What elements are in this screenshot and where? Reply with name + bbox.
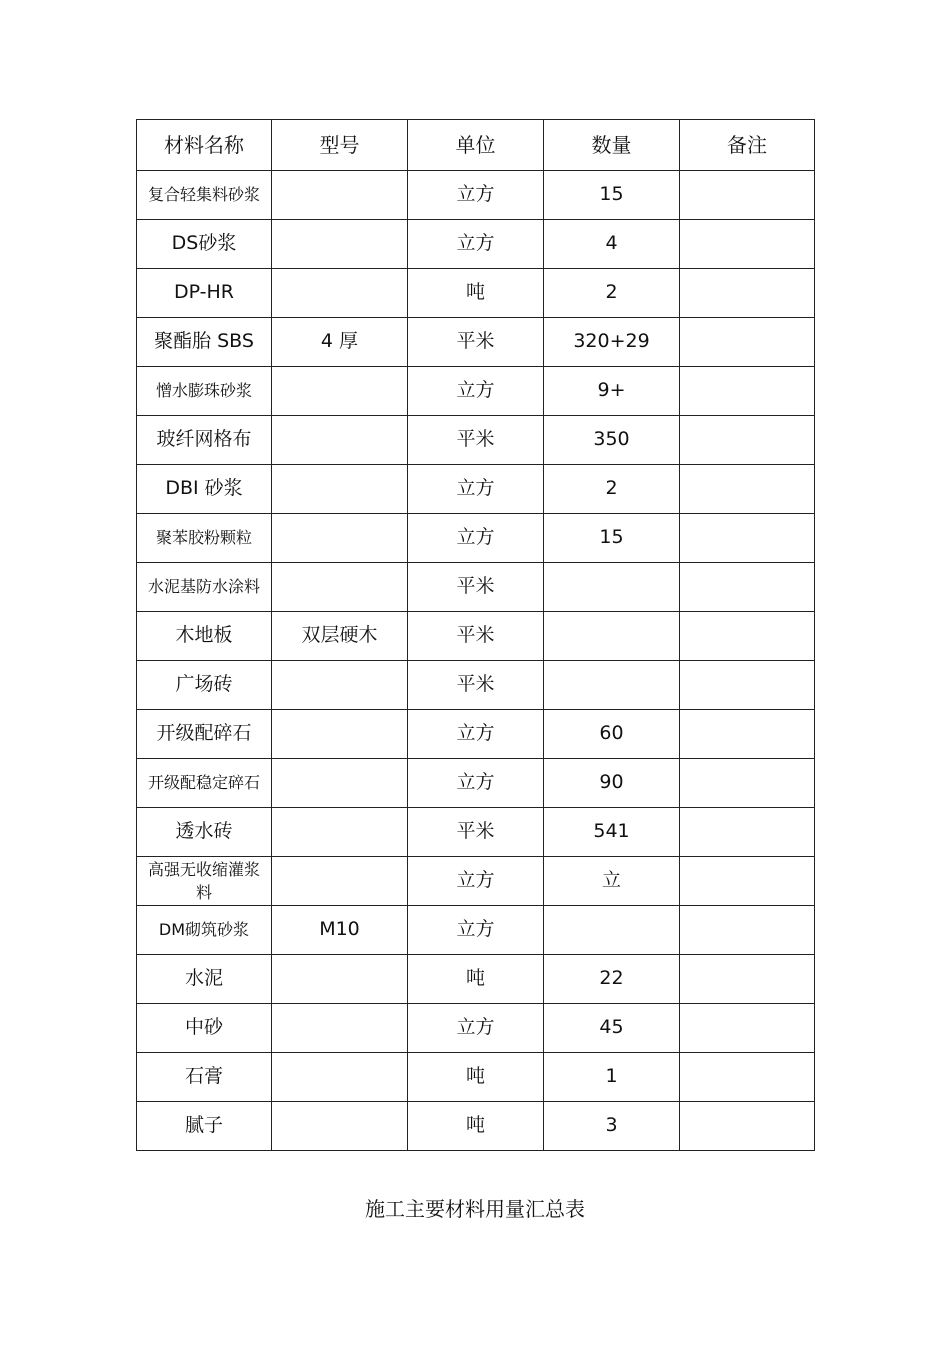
- cell-model: [272, 269, 408, 318]
- cell-material-name: 广场砖: [137, 661, 272, 710]
- cell-remark: [680, 220, 815, 269]
- cell-material-name: 开级配稳定碎石: [137, 759, 272, 808]
- table-row: [137, 269, 815, 318]
- table-row: [137, 955, 815, 1004]
- cell-remark: [680, 661, 815, 710]
- cell-material-name: 复合轻集料砂浆: [137, 171, 272, 220]
- cell-quantity: 9+: [544, 367, 680, 416]
- cell-material-name: DM砌筑砂浆: [137, 906, 272, 955]
- table-row: [137, 171, 815, 220]
- cell-quantity: 90: [544, 759, 680, 808]
- cell-unit: 立方: [408, 367, 544, 416]
- table-row: [137, 220, 815, 269]
- cell-model: [272, 955, 408, 1004]
- cell-material-name: 水泥: [137, 955, 272, 1004]
- cell-unit: 立方: [408, 171, 544, 220]
- cell-material-name: 憎水膨珠砂浆: [137, 367, 272, 416]
- cell-material-name: 腻子: [137, 1102, 272, 1151]
- cell-quantity: [544, 612, 680, 661]
- table-row: [137, 857, 815, 906]
- cell-remark: [680, 1053, 815, 1102]
- cell-quantity: [544, 906, 680, 955]
- table-row: [137, 514, 815, 563]
- cell-quantity: 45: [544, 1004, 680, 1053]
- cell-remark: [680, 514, 815, 563]
- cell-remark: [680, 710, 815, 759]
- cell-remark: [680, 269, 815, 318]
- table-caption: 施工主要材料用量汇总表: [365, 1197, 585, 1221]
- cell-quantity: 320+29: [544, 318, 680, 367]
- header-row: [137, 120, 815, 171]
- cell-quantity: 2: [544, 465, 680, 514]
- cell-model: M10: [272, 906, 408, 955]
- cell-remark: [680, 367, 815, 416]
- cell-material-name: 透水砖: [137, 808, 272, 857]
- cell-material-name: 水泥基防水涂料: [137, 563, 272, 612]
- table-row: [137, 1004, 815, 1053]
- header-remark: 备注: [680, 120, 815, 171]
- cell-model: [272, 563, 408, 612]
- cell-unit: 平米: [408, 661, 544, 710]
- table-row: [137, 661, 815, 710]
- cell-material-name: 木地板: [137, 612, 272, 661]
- cell-model: [272, 710, 408, 759]
- cell-model: [272, 808, 408, 857]
- cell-quantity: 4: [544, 220, 680, 269]
- cell-material-name: DP-HR: [137, 269, 272, 318]
- cell-remark: [680, 759, 815, 808]
- cell-unit: 吨: [408, 955, 544, 1004]
- table-row: [137, 808, 815, 857]
- cell-model: [272, 465, 408, 514]
- cell-model: [272, 759, 408, 808]
- cell-quantity: 15: [544, 514, 680, 563]
- cell-quantity: [544, 661, 680, 710]
- cell-model: [272, 1102, 408, 1151]
- cell-quantity: 541: [544, 808, 680, 857]
- table-row: [137, 1053, 815, 1102]
- cell-remark: [680, 465, 815, 514]
- cell-material-name: DS砂浆: [137, 220, 272, 269]
- cell-model: [272, 857, 408, 906]
- cell-quantity: 22: [544, 955, 680, 1004]
- table-row: [137, 465, 815, 514]
- table-row: [137, 1102, 815, 1151]
- cell-unit: 平米: [408, 808, 544, 857]
- cell-remark: [680, 955, 815, 1004]
- cell-model: [272, 416, 408, 465]
- table-row: [137, 759, 815, 808]
- cell-unit: 吨: [408, 269, 544, 318]
- cell-model: [272, 514, 408, 563]
- table-row: [137, 563, 815, 612]
- table-header: [137, 120, 815, 171]
- cell-remark: [680, 612, 815, 661]
- cell-model: 双层硬木: [272, 612, 408, 661]
- cell-unit: 立方: [408, 220, 544, 269]
- cell-unit: 立方: [408, 710, 544, 759]
- cell-material-name: 中砂: [137, 1004, 272, 1053]
- cell-model: [272, 171, 408, 220]
- cell-material-name: 聚酯胎 SBS: [137, 318, 272, 367]
- cell-unit: 立方: [408, 857, 544, 906]
- cell-quantity: 3: [544, 1102, 680, 1151]
- cell-unit: 吨: [408, 1053, 544, 1102]
- header-material-name: 材料名称: [137, 120, 272, 171]
- cell-remark: [680, 171, 815, 220]
- table-row: [137, 367, 815, 416]
- cell-material-name: 高强无收缩灌浆料: [137, 857, 272, 906]
- cell-material-name: DBI 砂浆: [137, 465, 272, 514]
- cell-model: [272, 220, 408, 269]
- cell-remark: [680, 563, 815, 612]
- cell-unit: 立方: [408, 465, 544, 514]
- cell-remark: [680, 906, 815, 955]
- table-row: [137, 906, 815, 955]
- cell-quantity: 立: [544, 857, 680, 906]
- table-row: [137, 612, 815, 661]
- cell-unit: 平米: [408, 612, 544, 661]
- cell-quantity: 60: [544, 710, 680, 759]
- cell-unit: 平米: [408, 416, 544, 465]
- cell-material-name: 聚苯胶粉颗粒: [137, 514, 272, 563]
- cell-quantity: 350: [544, 416, 680, 465]
- cell-remark: [680, 1004, 815, 1053]
- cell-unit: 立方: [408, 759, 544, 808]
- cell-material-name: 开级配碎石: [137, 710, 272, 759]
- table-row: [137, 710, 815, 759]
- header-model: 型号: [272, 120, 408, 171]
- cell-model: [272, 1004, 408, 1053]
- cell-unit: 平米: [408, 563, 544, 612]
- cell-unit: 吨: [408, 1102, 544, 1151]
- cell-unit: 平米: [408, 318, 544, 367]
- cell-model: [272, 661, 408, 710]
- cell-unit: 立方: [408, 514, 544, 563]
- materials-table: [136, 119, 815, 1151]
- cell-remark: [680, 857, 815, 906]
- cell-quantity: [544, 563, 680, 612]
- table-body: [137, 171, 815, 1151]
- header-unit: 单位: [408, 120, 544, 171]
- cell-remark: [680, 1102, 815, 1151]
- cell-model: 4 厚: [272, 318, 408, 367]
- cell-quantity: 15: [544, 171, 680, 220]
- cell-quantity: 2: [544, 269, 680, 318]
- cell-material-name: 石膏: [137, 1053, 272, 1102]
- table-row: [137, 318, 815, 367]
- cell-remark: [680, 416, 815, 465]
- cell-material-name: 玻纤网格布: [137, 416, 272, 465]
- header-quantity: 数量: [544, 120, 680, 171]
- cell-remark: [680, 808, 815, 857]
- cell-model: [272, 367, 408, 416]
- cell-quantity: 1: [544, 1053, 680, 1102]
- cell-remark: [680, 318, 815, 367]
- cell-model: [272, 1053, 408, 1102]
- cell-unit: 立方: [408, 1004, 544, 1053]
- table-row: [137, 416, 815, 465]
- cell-unit: 立方: [408, 906, 544, 955]
